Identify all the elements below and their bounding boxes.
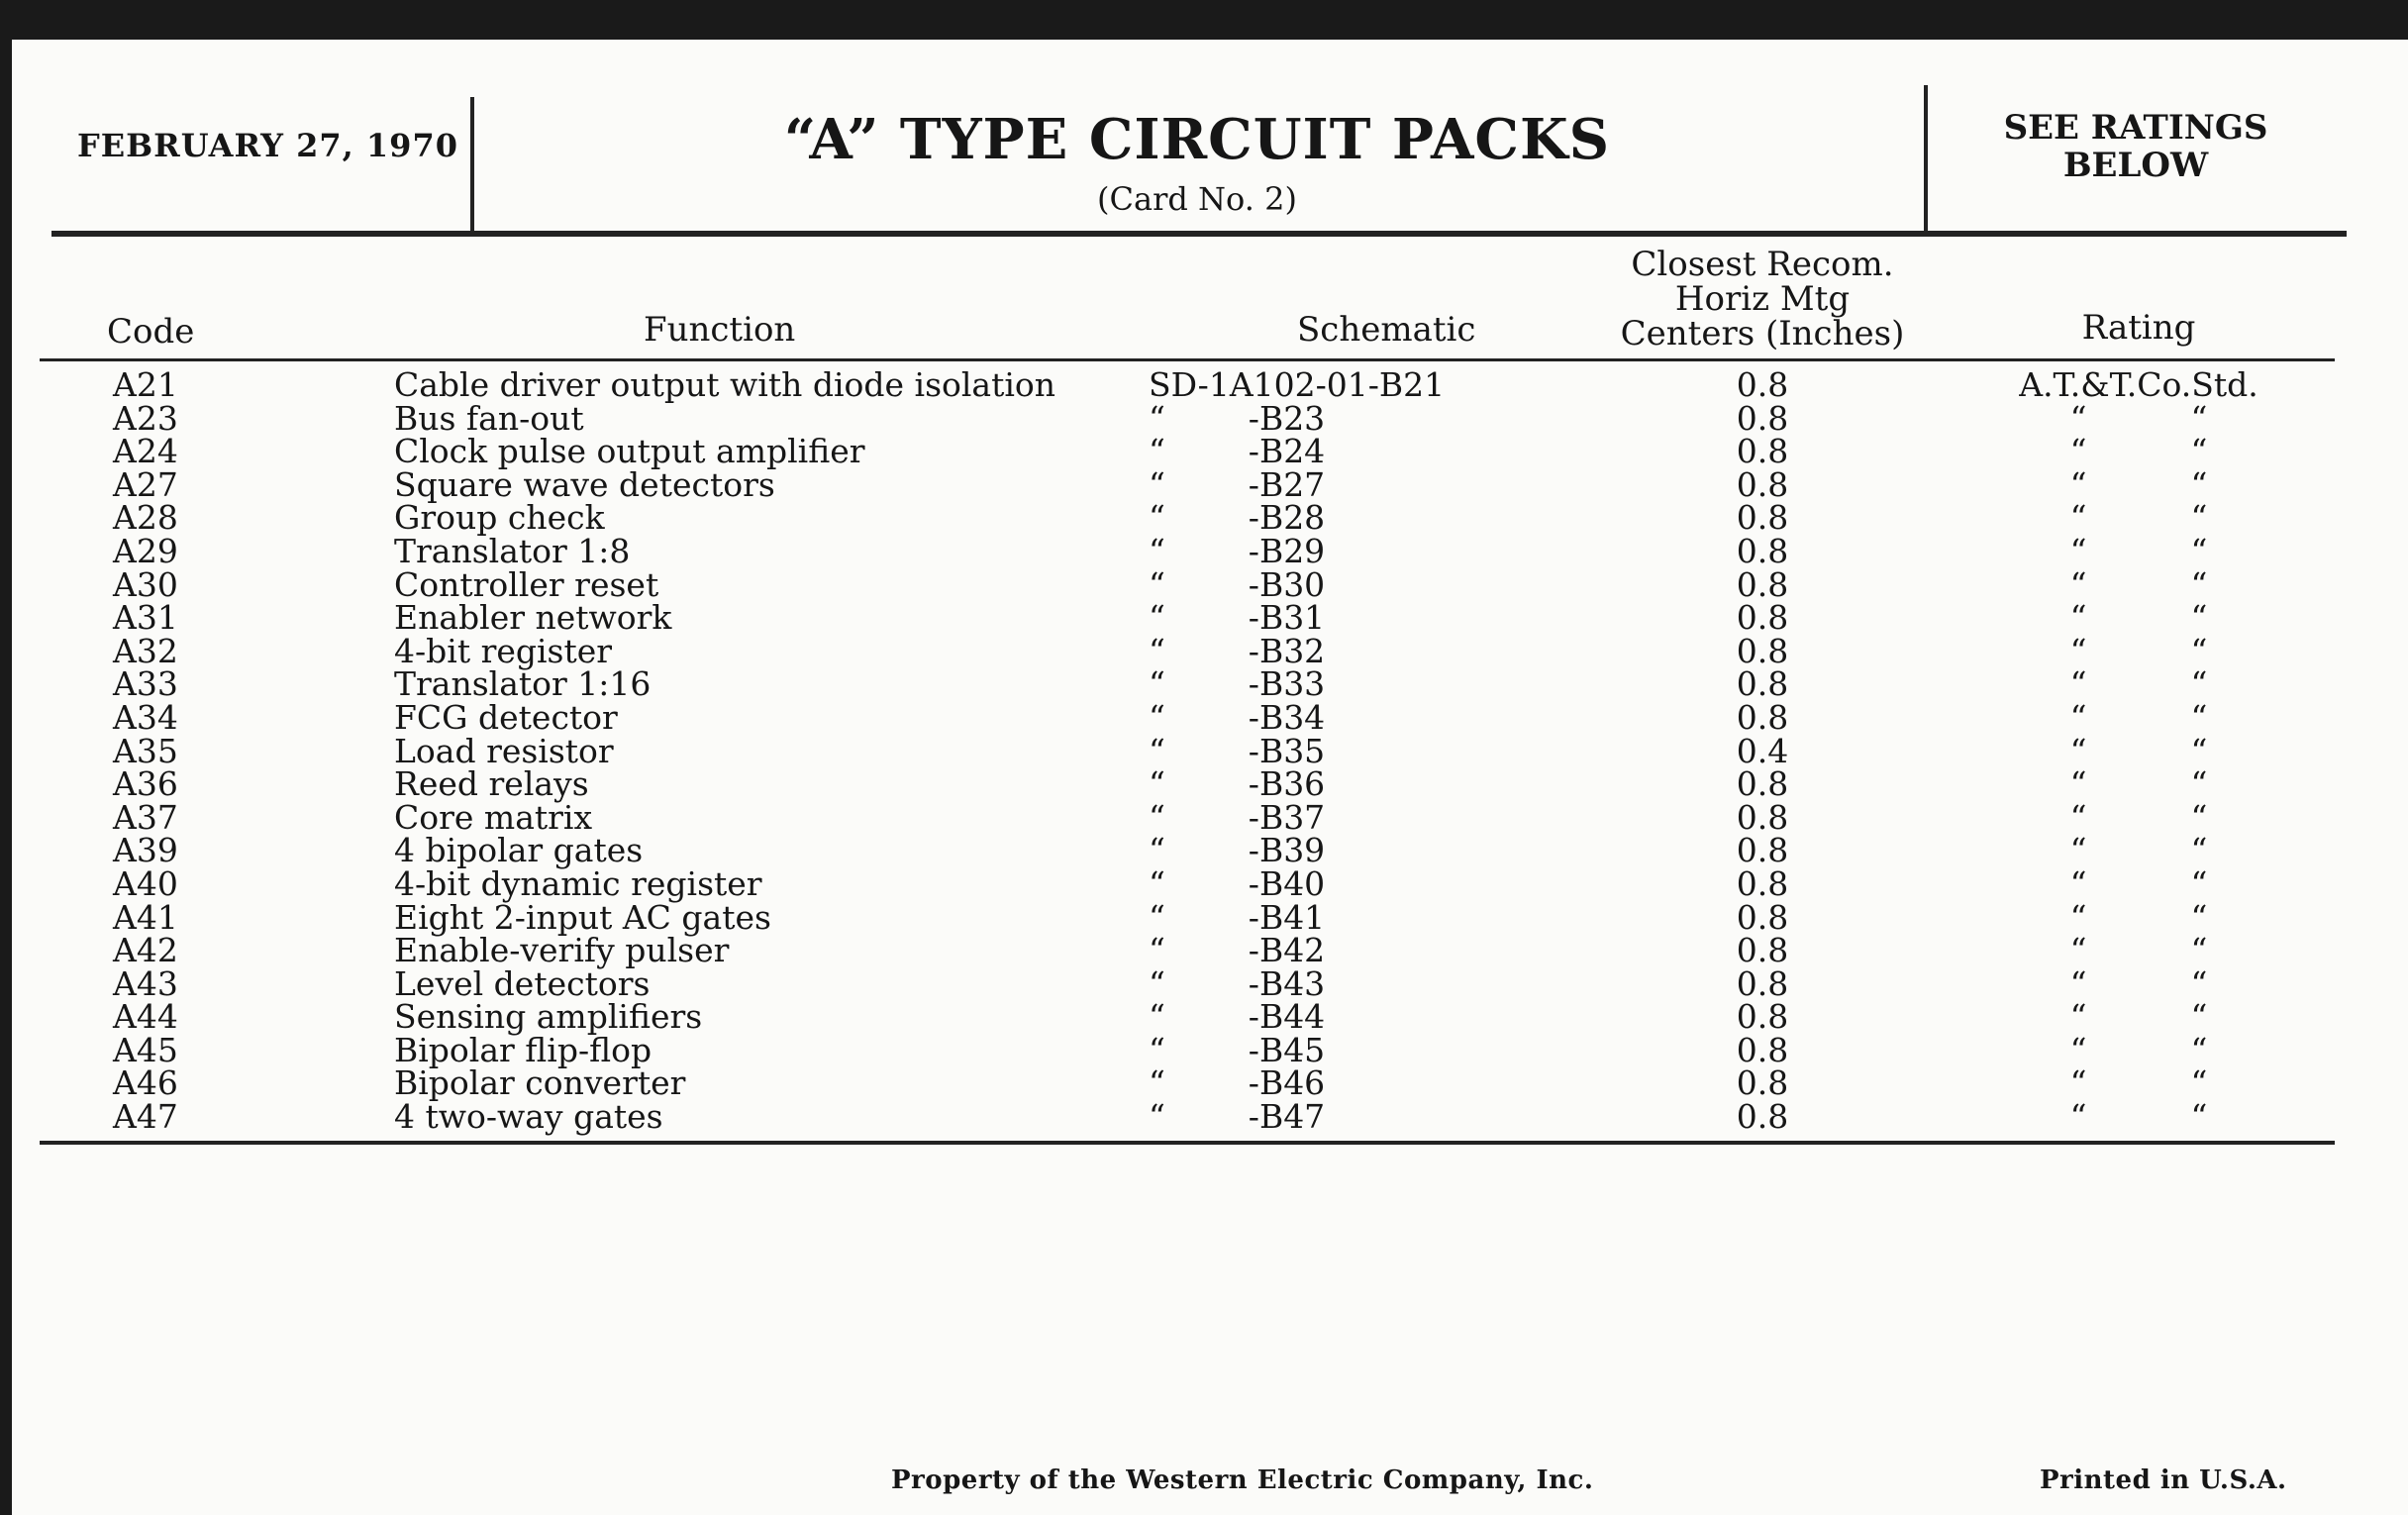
cell-rating: “ “ <box>2069 664 2208 704</box>
cell-centers: 0.8 <box>1736 963 1789 1003</box>
cell-function: Translator 1:16 <box>394 664 652 704</box>
cell-code: A44 <box>113 997 178 1037</box>
cell-rating: “ “ <box>2069 831 2208 870</box>
cell-rating: “ “ <box>2069 897 2208 937</box>
cell-centers: 0.8 <box>1736 1030 1789 1069</box>
cell-function: Enabler network <box>394 598 672 638</box>
cell-rating: “ “ <box>2069 464 2208 504</box>
cell-function: Reed relays <box>394 764 589 804</box>
cell-function: Enable-verify pulser <box>394 931 730 970</box>
cell-centers: 0.8 <box>1736 464 1789 504</box>
table-row <box>0 897 2408 937</box>
cell-rating: “ “ <box>2069 598 2208 638</box>
cell-rating: “ “ <box>2069 863 2208 903</box>
cell-rating: “ “ <box>2069 1063 2208 1103</box>
cell-code: A43 <box>113 963 178 1003</box>
cell-code: A40 <box>113 863 178 903</box>
cell-function: Translator 1:8 <box>394 531 631 570</box>
table-row <box>0 997 2408 1037</box>
table-row <box>0 531 2408 570</box>
cell-schematic: “ -B37 <box>1149 797 1326 837</box>
cell-function: Core matrix <box>394 797 593 837</box>
cell-rating: “ “ <box>2069 731 2208 770</box>
cell-code: A45 <box>113 1030 178 1069</box>
column-header-schematic: Schematic <box>1297 310 1476 350</box>
cell-rating: “ “ <box>2069 432 2208 471</box>
cell-rating: “ “ <box>2069 697 2208 737</box>
cell-code: A47 <box>113 1097 178 1137</box>
table-bottom-rule <box>40 1141 2335 1145</box>
table-header-rule <box>40 358 2335 361</box>
cell-function: 4-bit dynamic register <box>394 863 762 903</box>
cell-schematic: “ -B27 <box>1149 464 1326 504</box>
cell-centers: 0.8 <box>1736 697 1789 737</box>
printed-notice: Printed in U.S.A. <box>2040 1465 2287 1495</box>
header-rule <box>51 231 2347 237</box>
cell-rating: “ “ <box>2069 963 2208 1003</box>
cell-function: 4 two-way gates <box>394 1097 663 1137</box>
cell-rating: A.T.&T.Co.Std. <box>2019 365 2258 404</box>
cell-function: Level detectors <box>394 963 651 1003</box>
table-row <box>0 963 2408 1003</box>
cell-function: Square wave detectors <box>394 464 775 504</box>
cell-centers: 0.8 <box>1736 564 1789 604</box>
cell-centers: 0.8 <box>1736 1063 1789 1103</box>
cell-code: A21 <box>113 365 178 404</box>
card-subtitle: (Card No. 2) <box>1097 180 1297 218</box>
cell-schematic: “ -B31 <box>1149 598 1326 638</box>
table-row <box>0 797 2408 837</box>
cell-code: A39 <box>113 831 178 870</box>
cell-code: A24 <box>113 432 178 471</box>
table-row <box>0 831 2408 870</box>
cell-centers: 0.8 <box>1736 863 1789 903</box>
cell-code: A37 <box>113 797 178 837</box>
cell-schematic: “ -B47 <box>1149 1097 1326 1137</box>
cell-function: FCG detector <box>394 697 618 737</box>
cell-centers: 0.8 <box>1736 631 1789 670</box>
cell-schematic: “ -B28 <box>1149 498 1326 538</box>
table-row <box>0 432 2408 471</box>
cell-rating: “ “ <box>2069 631 2208 670</box>
table-row <box>0 564 2408 604</box>
cell-code: A46 <box>113 1063 178 1103</box>
ratings-note <box>1928 109 2344 184</box>
cell-code: A36 <box>113 764 178 804</box>
cell-code: A33 <box>113 664 178 704</box>
table-row <box>0 631 2408 670</box>
cell-schematic: “ -B32 <box>1149 631 1326 670</box>
table-row <box>0 1030 2408 1069</box>
table-row <box>0 863 2408 903</box>
table-row <box>0 931 2408 970</box>
table-row <box>0 731 2408 770</box>
cell-function: Cable driver output with diode isolation <box>394 365 1056 404</box>
table-row <box>0 464 2408 504</box>
column-header-function: Function <box>644 310 796 350</box>
cell-function: Eight 2-input AC gates <box>394 897 771 937</box>
cell-schematic: “ -B34 <box>1149 697 1326 737</box>
cell-function: Clock pulse output amplifier <box>394 432 865 471</box>
table-row <box>0 498 2408 538</box>
table-row <box>0 398 2408 438</box>
cell-centers: 0.8 <box>1736 432 1789 471</box>
cell-centers: 0.8 <box>1736 598 1789 638</box>
cell-schematic: “ -B24 <box>1149 432 1326 471</box>
cell-centers: 0.8 <box>1736 831 1789 870</box>
cell-schematic: “ -B44 <box>1149 997 1326 1037</box>
cell-function: Group check <box>394 498 605 538</box>
cell-code: A29 <box>113 531 178 570</box>
cell-rating: “ “ <box>2069 1030 2208 1069</box>
column-header-rating: Rating <box>2081 308 2196 348</box>
cell-rating: “ “ <box>2069 531 2208 570</box>
table-row <box>0 598 2408 638</box>
cell-function: Load resistor <box>394 731 614 770</box>
cell-function: Bus fan-out <box>394 398 584 438</box>
column-header-centers: Closest Recom. Horiz Mtg Centers (Inches) <box>1620 245 1905 354</box>
table-row <box>0 764 2408 804</box>
cell-schematic: “ -B39 <box>1149 831 1326 870</box>
cell-centers: 0.8 <box>1736 797 1789 837</box>
cell-rating: “ “ <box>2069 997 2208 1037</box>
cell-function: Controller reset <box>394 564 659 604</box>
circuit-pack-table <box>0 365 2408 1137</box>
cell-centers: 0.8 <box>1736 1097 1789 1137</box>
cell-schematic: “ -B46 <box>1149 1063 1326 1103</box>
cell-code: A28 <box>113 498 178 538</box>
cell-rating: “ “ <box>2069 931 2208 970</box>
cell-code: A42 <box>113 931 178 970</box>
table-row <box>0 697 2408 737</box>
cell-rating: “ “ <box>2069 764 2208 804</box>
cell-schematic: “ -B29 <box>1149 531 1326 570</box>
cell-function: Bipolar converter <box>394 1063 686 1103</box>
cell-schematic: “ -B30 <box>1149 564 1326 604</box>
date-label: FEBRUARY 27, 1970 <box>77 127 458 164</box>
cell-schematic: “ -B36 <box>1149 764 1326 804</box>
cell-code: A31 <box>113 598 178 638</box>
cell-schematic: “ -B33 <box>1149 664 1326 704</box>
cell-rating: “ “ <box>2069 498 2208 538</box>
cell-centers: 0.8 <box>1736 498 1789 538</box>
cell-code: A35 <box>113 731 178 770</box>
column-header-code: Code <box>107 312 195 352</box>
table-row <box>0 1097 2408 1137</box>
cell-function: Bipolar flip-flop <box>394 1030 652 1069</box>
cell-rating: “ “ <box>2069 398 2208 438</box>
cell-centers: 0.8 <box>1736 997 1789 1037</box>
cell-centers: 0.8 <box>1736 897 1789 937</box>
table-row <box>0 664 2408 704</box>
cell-schematic: “ -B42 <box>1149 931 1326 970</box>
table-row <box>0 1063 2408 1103</box>
cell-code: A32 <box>113 631 178 670</box>
cell-code: A34 <box>113 697 178 737</box>
property-notice: Property of the Western Electric Company, Inc. <box>891 1465 1594 1495</box>
table-row <box>0 365 2408 404</box>
ratings-note-text: SEE RATINGS BELOW <box>2003 108 2268 185</box>
cell-centers: 0.4 <box>1736 731 1789 770</box>
cell-code: A27 <box>113 464 178 504</box>
cell-centers: 0.8 <box>1736 531 1789 570</box>
cell-code: A23 <box>113 398 178 438</box>
card-title: “A” TYPE CIRCUIT PACKS <box>783 107 1611 172</box>
cell-rating: “ “ <box>2069 1097 2208 1137</box>
cell-code: A30 <box>113 564 178 604</box>
cell-schematic: “ -B43 <box>1149 963 1326 1003</box>
cell-function: Sensing amplifiers <box>394 997 703 1037</box>
cell-centers: 0.8 <box>1736 664 1789 704</box>
cell-schematic: “ -B45 <box>1149 1030 1326 1069</box>
cell-centers: 0.8 <box>1736 764 1789 804</box>
cell-centers: 0.8 <box>1736 931 1789 970</box>
cell-schematic: “ -B40 <box>1149 863 1326 903</box>
cell-schematic: “ -B23 <box>1149 398 1326 438</box>
cell-rating: “ “ <box>2069 797 2208 837</box>
cell-code: A41 <box>113 897 178 937</box>
cell-centers: 0.8 <box>1736 398 1789 438</box>
cell-function: 4-bit register <box>394 631 613 670</box>
cell-schematic: “ -B41 <box>1149 897 1326 937</box>
cell-rating: “ “ <box>2069 564 2208 604</box>
cell-schematic: “ -B35 <box>1149 731 1326 770</box>
cell-centers: 0.8 <box>1736 365 1789 404</box>
cell-function: 4 bipolar gates <box>394 831 644 870</box>
cell-schematic: SD-1A102-01-B21 <box>1149 365 1446 404</box>
